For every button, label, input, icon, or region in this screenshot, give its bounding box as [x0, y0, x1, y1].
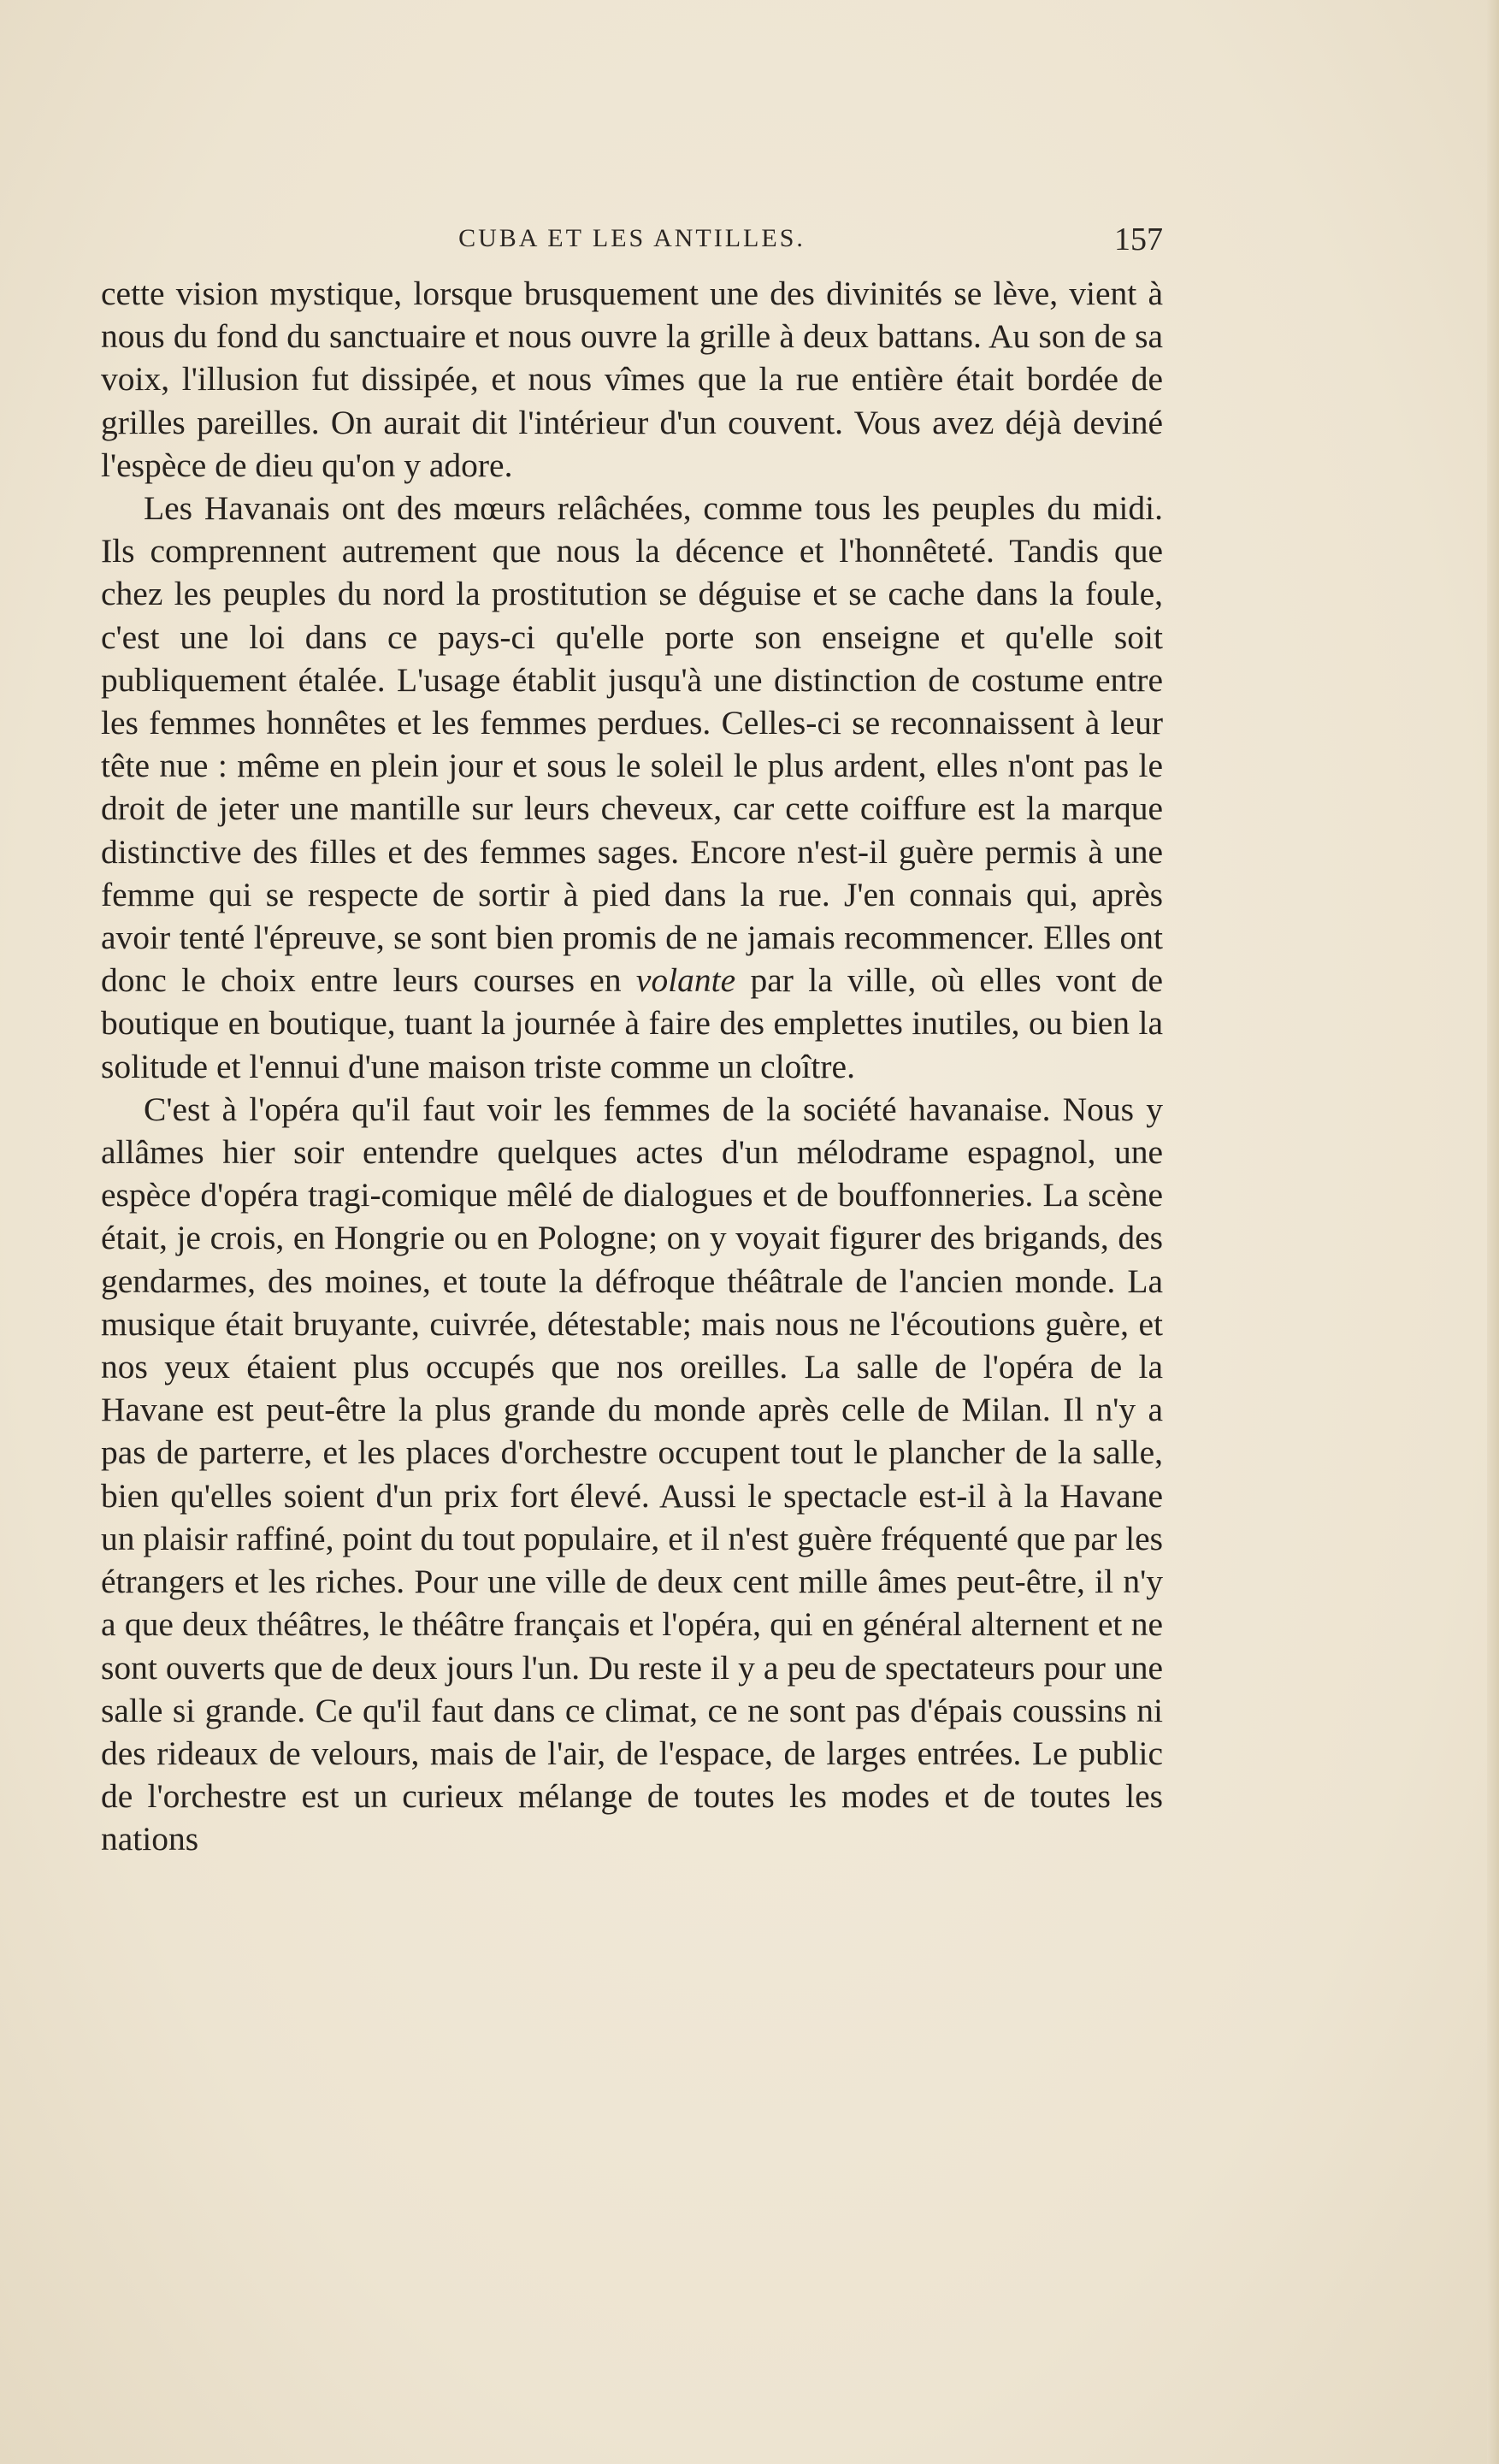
paragraph-text: par la ville, où elles vont de boutique en boutique, tuant la journée à faire des emplettes inutiles, ou bien la solitude et l'ennui d'une maison triste comme un cloître. — [101, 961, 1163, 1085]
paragraph-text: Les Havanais ont des mœurs relâchées, comme tous les peuples du midi. Ils comprennent autrement que nous la décence et l'honnêteté. Tandis que chez les peuples du nord la prostitution se déguise et se cache dans la foule, c'est une loi dans ce pays-ci qu'elle porte son enseigne et qu'elle soit publiquement étalée. L'usage établit jusqu'à une distinction de costume entre les femmes honnêtes et les femmes perdues. Celles-ci se reconnaissent à leur tête nue : même en plein jour et sous le soleil le plus ardent, elles n'ont pas le droit de jeter une mantille sur leurs cheveux, car cette coiffure est la marque distinctive des filles et des femmes sages. Encore n'est-il guère permis à une femme qui se respecte de sortir à pied dans la rue. J'en connais qui, après avoir tenté l'épreuve, se sont bien promis de ne jamais recommencer. Elles ont donc le choix entre leurs courses en — [101, 489, 1163, 1000]
running-title: CUBA ET LES ANTILLES. — [458, 224, 806, 252]
page-header — [101, 221, 1163, 258]
page-number: 157 — [1114, 222, 1163, 257]
paragraph — [101, 272, 1163, 487]
paragraph-text: cette vision mystique, lorsque brusquement une des divinités se lève, vient à nous du fond du sanctuaire et nous ouvre la grille à deux battans. Au son de sa voix, l'illusion fut dissipée, et nous vîmes que la rue entière était bordée de grilles pareilles. On aurait dit l'intérieur d'un couvent. Vous avez déjà deviné l'espèce de dieu qu'on y adore. — [101, 275, 1163, 484]
paragraph — [101, 1088, 1163, 1861]
paragraph — [101, 487, 1163, 1088]
body-text — [101, 272, 1163, 1861]
page-edge — [1487, 0, 1499, 2464]
italic-term: volante — [635, 961, 736, 1000]
paragraph-text: C'est à l'opéra qu'il faut voir les femmes de la société havanaise. Nous y allâmes hier soir entendre quelques actes d'un mélodrame espagnol, une espèce d'opéra tragi-comique mêlé de dialogues et de bouffonneries. La scène était, je crois, en Hongrie ou en Pologne; on y voyait figurer des brigands, des gendarmes, des moines, et toute la défroque théâtrale de l'ancien monde. La musique était bruyante, cuivrée, détestable; mais nous ne l'écoutions guère, et nos yeux étaient plus occupés que nos oreilles. La salle de l'opéra de la Havane est peut-être la plus grande du monde après celle de Milan. Il n'y a pas de parterre, et les places d'orchestre occupent tout le plancher de la salle, bien qu'elles soient d'un prix fort élevé. Aussi le spectacle est-il à la Havane un plaisir raffiné, point du tout populaire, et il n'est guère fréquenté que par les étrangers et les riches. Pour une ville de deux cent mille âmes peut-être, il n'y a que deux théâtres, le théâtre français et l'opéra, qui en général alternent et ne sont ouverts que de deux jours l'un. Du reste il y a peu de spectateurs pour une salle si grande. Ce qu'il faut dans ce climat, ce ne sont pas d'épais coussins ni des rideaux de velours, mais de l'air, de l'espace, de larges entrées. Le public de l'orchestre est un curieux mélange de toutes les modes et de toutes les nations — [101, 1090, 1163, 1858]
